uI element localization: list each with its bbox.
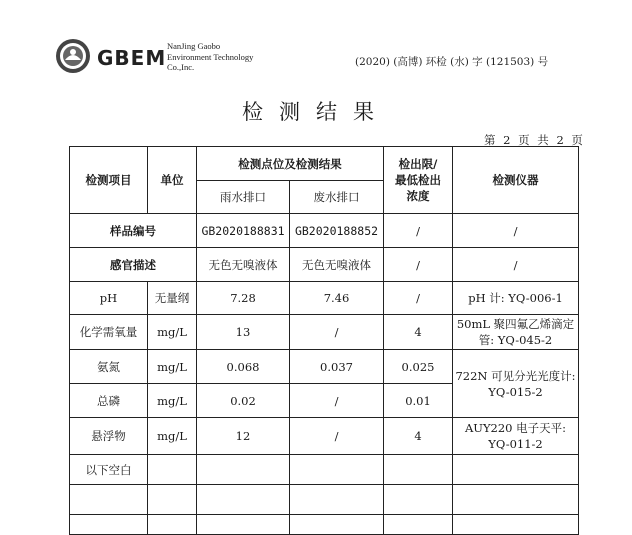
item-unit: 无量纲 — [148, 282, 197, 315]
page-title: 检测结果 — [242, 100, 390, 124]
header-limit: 检出限/最低检出浓度 — [384, 147, 453, 214]
company-line-2: Environment Technology — [167, 51, 254, 62]
result-2: / — [290, 418, 384, 455]
company-line-3: Co.,Inc. — [167, 62, 195, 72]
result-1: 0.02 — [197, 384, 290, 418]
instrument: AUY220 电子天平: YQ-011-2 — [453, 418, 579, 455]
company-name — [167, 41, 253, 73]
result-1: 13 — [197, 315, 290, 350]
header-point-1: 雨水排口 — [197, 181, 290, 214]
gbem-logo-icon — [55, 38, 91, 74]
report-header — [55, 38, 615, 78]
sample-id-label: 样品编号 — [70, 214, 197, 248]
result-1: 7.28 — [197, 282, 290, 315]
result-1: 12 — [197, 418, 290, 455]
table-header-row — [70, 147, 579, 181]
sensory-limit: / — [384, 248, 453, 282]
blank-label: 以下空白 — [70, 455, 148, 485]
brand-name: GBEM — [97, 46, 167, 70]
empty-cell — [290, 485, 384, 515]
header-unit: 单位 — [148, 147, 197, 214]
empty-cell — [384, 455, 453, 485]
empty-cell — [197, 485, 290, 515]
table-row — [70, 418, 579, 455]
item-name: 氨氮 — [70, 350, 148, 384]
header-item: 检测项目 — [70, 147, 148, 214]
empty-cell — [70, 485, 148, 515]
sample-id-row — [70, 214, 579, 248]
page-number: 第 2 页 共 2 页 — [484, 133, 585, 147]
item-unit: mg/L — [148, 384, 197, 418]
item-unit: mg/L — [148, 418, 197, 455]
detection-limit: 4 — [384, 315, 453, 350]
item-name: 总磷 — [70, 384, 148, 418]
blank-row — [70, 455, 579, 485]
sample-limit: / — [384, 214, 453, 248]
result-2: / — [290, 384, 384, 418]
item-unit: mg/L — [148, 315, 197, 350]
empty-cell — [384, 485, 453, 515]
item-unit: mg/L — [148, 350, 197, 384]
table-row — [70, 350, 579, 384]
table-row — [70, 282, 579, 315]
result-2: 7.46 — [290, 282, 384, 315]
empty-cell — [290, 515, 384, 535]
empty-cell — [197, 455, 290, 485]
item-name: 悬浮物 — [70, 418, 148, 455]
detection-limit: 4 — [384, 418, 453, 455]
empty-cell — [148, 485, 197, 515]
empty-cell — [148, 455, 197, 485]
result-2: / — [290, 315, 384, 350]
item-name: 化学需氧量 — [70, 315, 148, 350]
sensory-2: 无色无嗅液体 — [290, 248, 384, 282]
document-number: (2020) (高博) 环检 (水) 字 (121503) 号 — [355, 56, 549, 68]
header-point-2: 废水排口 — [290, 181, 384, 214]
item-name: pH — [70, 282, 148, 315]
empty-cell — [148, 515, 197, 535]
results-table — [69, 146, 579, 535]
instrument: 50mL 聚四氟乙烯滴定管: YQ-045-2 — [453, 315, 579, 350]
company-line-1: NanJing Gaobo — [167, 41, 221, 51]
header-points: 检测点位及检测结果 — [197, 147, 384, 181]
result-1: 0.068 — [197, 350, 290, 384]
detection-limit: 0.01 — [384, 384, 453, 418]
detection-limit: 0.025 — [384, 350, 453, 384]
empty-cell — [290, 455, 384, 485]
empty-cell — [197, 515, 290, 535]
empty-row — [70, 485, 579, 515]
empty-cell — [453, 455, 579, 485]
empty-cell — [384, 515, 453, 535]
table-row — [70, 315, 579, 350]
result-2: 0.037 — [290, 350, 384, 384]
instrument: pH 计: YQ-006-1 — [453, 282, 579, 315]
sample-id-1: GB2020188831 — [197, 214, 290, 248]
detection-limit: / — [384, 282, 453, 315]
empty-row — [70, 515, 579, 535]
empty-cell — [453, 485, 579, 515]
sensory-1: 无色无嗅液体 — [197, 248, 290, 282]
sample-id-2: GB2020188852 — [290, 214, 384, 248]
instrument: 722N 可见分光光度计: YQ-015-2 — [453, 350, 579, 418]
sensory-instrument: / — [453, 248, 579, 282]
empty-cell — [70, 515, 148, 535]
sample-instrument: / — [453, 214, 579, 248]
header-instrument: 检测仪器 — [453, 147, 579, 214]
sensory-label: 感官描述 — [70, 248, 197, 282]
sensory-row — [70, 248, 579, 282]
empty-cell — [453, 515, 579, 535]
